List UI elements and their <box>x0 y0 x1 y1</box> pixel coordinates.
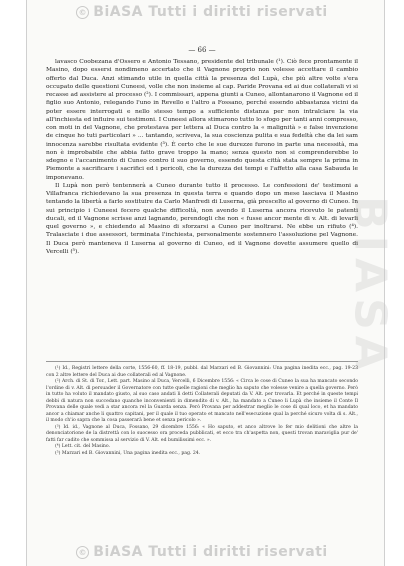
body-text <box>46 58 358 256</box>
footnote: (³) Id. id., Vagnone al Duca, Fossano, 29 dicembre 1556: « Ho saputo, et anco altrove lo fer mio delitioni che altre la denonciatorione de la distrettà con lo suocesso ora proceda pubblicati, et ecco tra ch'aspetta non, questi trovan maraviglia pur de' fatti far cadito che sommissa al servizio di V. Alt. ed bumilissimi ecc. ». <box>46 424 358 443</box>
footnote: (²) Arch. di St. di Tor., Lett. part. Masino al Duca, Vercelli, 6 Dicembre 1556: « Circa le cose di Cuneo la sua ha mancato secondo l'ordine di v. Alt. di persuader il Governatore con tutte quelle ragioni che meglio ha saputo che volesse venire a quella governo. Però in tutto ha voluto il mandato giusto, al suo caso andati li detti Collaterali deputati da V. Alt. per trovarla. Et perché in queste tempi debbi di natura non succedano quanche inconvenienti in dimendito di v. Alt., ha mandato a Cuneo li Lupà che insieme il Conte Il Provana delle quale vedi a star ancora rel la Guarda senza. Però Provana per addestrar meglio le cose di qual loco, et ha mandato ancor a chiamar anche li quattro capitani, per il quale il tuo operato et mancato nell'esecuzione qual la perché sicuro volta di s. Alt., il modo ch'io sapra che la cosa passerarà bene et senza pericolo ». <box>46 379 358 423</box>
watermark-top: © BiASA Tutti i diritti riservati <box>0 4 404 20</box>
footnote: (⁴) Lett. cit. del Masino. <box>55 444 111 449</box>
page-number: — 66 — <box>188 46 216 54</box>
footnotes <box>46 366 358 457</box>
footnote-separator <box>46 361 358 362</box>
copyright-icon: © <box>76 6 89 19</box>
watermark-side: BIASA <box>344 196 396 376</box>
body-paragraph: Il Lupà non però tentennerà a Cuneo durante tutto il processo. Le confessioni de' testimoni a Villafranca richiedevano la sua presenza in questa terra e quando dopo un mese lasciava il Masino tentando la libertà a farlo sostituire da Carlo Manfredi di Luserna, già prescelto al governo di Cuneo. In sui principio i Cuneesi fecero qualche difficoltà, non avendo il Luserna ancora ricevuto le patenti ducali, ed il Vagnone scrisse anzi lagnando, perendogli che non « fusse ancor mente di v. Alt. di levarli quel governo », e chiedendo al Masino di sforzarsi a Cuneo per inoltrarsi. Ne ebbe un rifiuto (⁴). Tralasciate i due assessori, terminata l'inchiesta, personalmente sostennero l'assoluzione pel Vagnone. Il Duca però manteneva il Luserna al governo di Cuneo, ed il Vagnone dovette assumere quello di Vercelli (⁵). <box>46 182 358 255</box>
copyright-icon: © <box>76 546 89 559</box>
watermark-bottom: © BiASA Tutti i diritti riservati <box>0 544 404 560</box>
footnote: (¹) Id., Registri lettere della corte, 1556-60, ff. 18-19, pubbl. dal Marzari ed B. Giovannini: Una pagina inedita ecc., pag. 19-23 con 2 altre lettere del Duca ai due collaterali ed al Vagnone. <box>46 366 358 378</box>
footnote: (⁵) Marzari ed B. Giovannini, Una pagina inedita ecc., pag. 24. <box>55 450 201 456</box>
body-paragraph: lavasco Coobezana d'Ossero e Antonio Tessano, presidente del tribunale (¹). Ciò fece prontamente il Masino, dopo essersi nondimeno accertato che il Vagnone proprio non volesse accettare il cambio offerto dal Duca. Anzi stimando utile in quella città la presenza del Lupà, che più altre volte s'era occupato delle questioni Cuneesi, volle che non insieme al cap. Paride Provana ed ai due collaterali vi si recasse ad assistere al processo (²). I commissari, appena giunti a Cuneo, allontanarono il Vagnone ed il figlio suo Antonio, relegando l'uno in Revello e l'altro a Fossano, perché essendo abbastanza vicini da poter essere interrogati e nello stesso tempo a sufficiente distanza per non intralciare la via all'inchiesta ed influire sui testimoni. I Cuneesi allora stimarono tutto lo sfogo per tanti anni compresso, con moti in del Vagnone, che protestava per lettera al Duca contro la « malignità » e false invenzione de cinque ho tuti particolari » ... tantando, scriveva, la sua coscienza pulita e sua fedeltà che da lei sam innocenza sarebbe risultata evidente (³). È certo che le sue durezze furono in parte una necessità, ma non è improbabile che abbia fatto grave troppo la mano; senza questo non si comprenderebbe lo sdegno e l'accanimento di Cuneo contro il suo governo, essendo questa città stata sempre la prima in Piemonte a sacrificare i sacrifici ed i pericoli, che la durezza dei tempi e l'affetto alla casa Sabauda le imponevano. <box>46 59 358 181</box>
